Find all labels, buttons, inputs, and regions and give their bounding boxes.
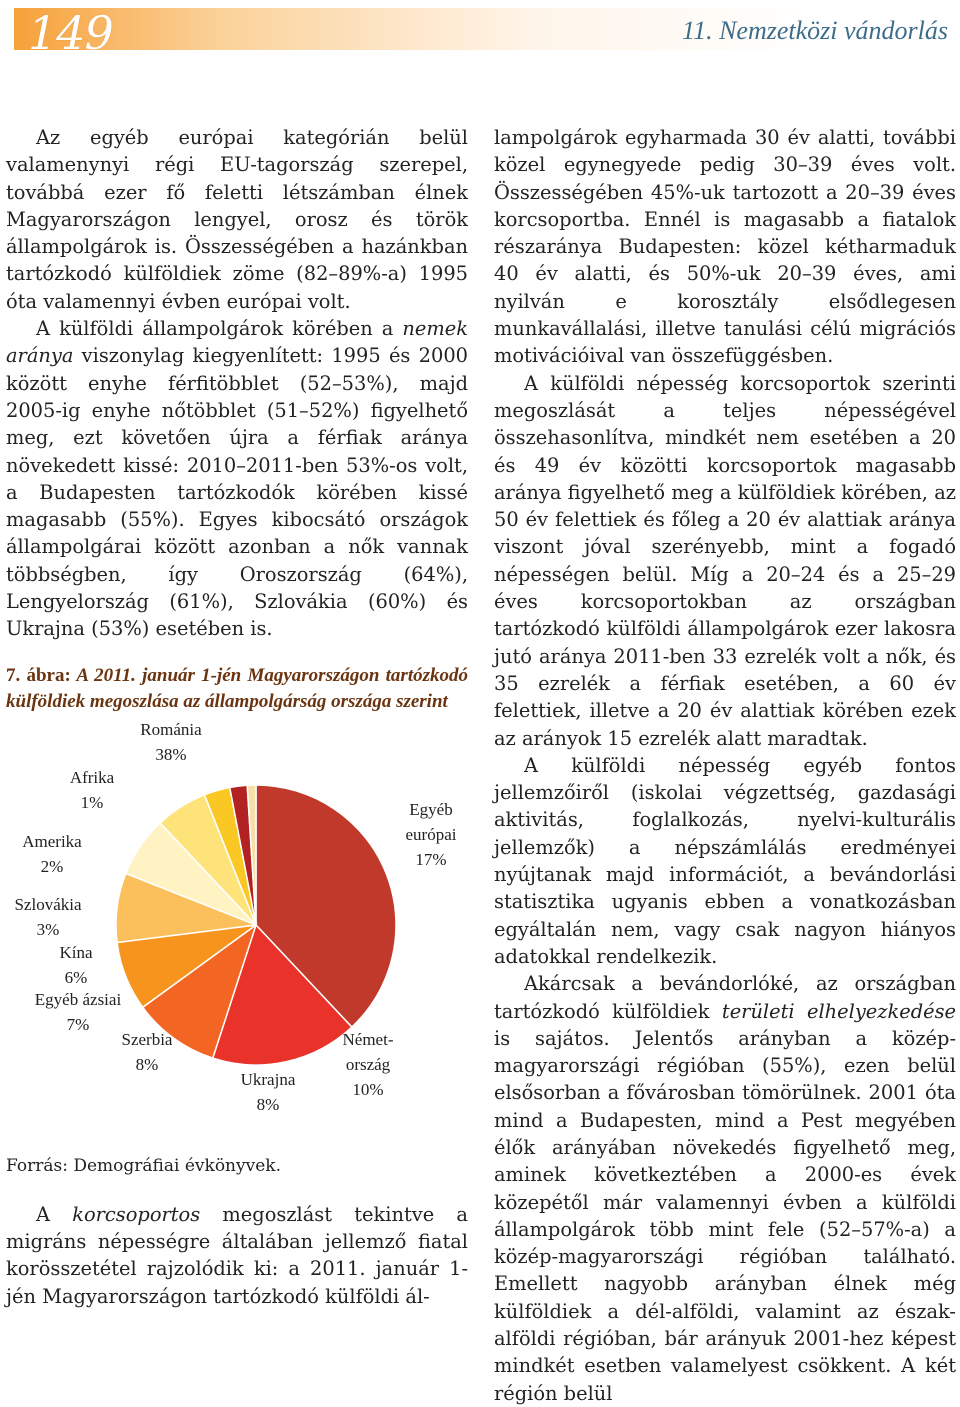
paragraph: A külföldi állampolgárok körében a nemek aránya viszonylag kiegyenlített: 1995 és 2000 között enyhe férfitöbblet (52–53%), majd 2005-ig enyhe nőtöbblet (51–52%) figyelhető meg, ezt követően újra a férfiak aránya növekedett kissé: 2010–2011-ben 53%-os volt, a Budapesten tartózkodók körében kissé magasabb (55%). Egyes kibocsátó országok állampolgárai között azonban a nők vannak többségben, így Oroszország (64%), Lengyelország (61%), Szlovákia (60%) és Ukrajna (53%) esetében is. — [6, 317, 468, 641]
pie-chart — [6, 715, 468, 1155]
left-column — [6, 124, 468, 1310]
paragraph: lampolgárok egyharmada 30 év alatti, további közel egynegyede pedig 30–39 éves volt. Összességében 45%-uk tartozott a 20–39 éves korcsoportba. Ennél is magasabb a fiatalok részaránya Budapesten: közel kétharmaduk 40 év alatti, és 50%-uk 20–39 éves, ami nyilván e korosztály elsődlegesen munkavállalási, illetve tanulási célú migrációs motivációival van összefüggésben. — [494, 126, 956, 368]
pie-slice-label: Német-ország 10% — [342, 1029, 394, 1099]
pie-slice-label: Románia 38% — [140, 719, 202, 764]
figure-source: Forrás: Demográfiai évkönyvek. — [6, 1155, 281, 1176]
pie-slice-label: Egyéb ázsiai 7% — [34, 989, 122, 1034]
paragraph: Az egyéb európai kategórián belül valamenynyi régi EU-tagország szerepel, továbbá ezer fő feletti létszámban élnek Magyarországon lengyel, orosz és török állampolgárok is. Összességében a hazánkban tartózkodó külföldiek zöme (82–89%-a) 1995 óta valamennyi évben európai volt. — [6, 126, 468, 313]
page-header — [14, 6, 960, 60]
pie-chart-svg — [6, 715, 468, 1155]
chapter-title: 11. Nemzetközi vándorlás — [682, 16, 948, 45]
pie-slice-label: Amerika 2% — [22, 831, 82, 876]
pie-slice-label: Kína 6% — [59, 942, 93, 987]
paragraph: Akárcsak a bevándorlóké, az országban tartózkodó külföldiek területi elhelyezkedése is sajátos. Jelentős arányban a közép-magyarországi régióban (55%), ezen belül elsősorban a fővárosban tömörülnek. 2001 óta mind a Budapesten, mind a Pest megyében élők arányában növekedés figyelhető meg, aminek következtében a 2000-es évek közepétől már valamennyi évben a külföldi állampolgárok több mint fele (52–57%-a) a közép-magyarországi régióban található. Emellett nagyobb arányban élnek még külföldiek a dél-alföldi, valamint az észak-alföldi régióban, bár arányuk 2001-hez képest mindkét esetben valamelyest csökkent. A két régión belül — [494, 972, 957, 1405]
page-number: 149 — [28, 6, 113, 60]
pie-slice-label: Afrika 1% — [69, 767, 115, 812]
emphasis: nemek aránya — [6, 317, 468, 368]
pie-slice-label: Szlovákia 3% — [14, 894, 82, 939]
pie-slice-label: Szerbia 8% — [121, 1029, 173, 1074]
paragraph: A külföldi népesség korcsoportok szerinti megoszlását a teljes népességével összehasonlítva, mindkét nem esetében a 20 és 49 év közötti korcsoportok magasabb aránya figyelhető meg a külföldiek körében, az 50 év felettiek és főleg a 20 év alattiak aránya viszont jóval szerényebb, mint a fogadó népességen belül. Míg a 20–24 és a 25–29 éves korcsoportokban az országban tartózkodó külföldi állampolgárok ezer lakosra jutó aránya 2011-ben 33 ezrelék volt a nők, és 35 ezrelék a férfiak esetében, a 60 év felettiek, illetve a 20 év alattiak körében ezek az arányok 15 ezrelék alatt maradtak. — [494, 371, 956, 750]
paragraph: A külföldi népesség egyéb fontos jellemzőiről (iskolai végzettség, gazdasági aktivitás, foglalkozás, nyelvi-kulturális jellemzők) a népszámlálás eredményei nyújtanak majd információt, a bevándorlási statisztika ugyanis ebben a vonatkozásban egyáltalán nem, vagy csak nagyon hiányos adatokkal rendelkezik. — [494, 753, 956, 968]
pie-slice-label: Ukrajna 8% — [240, 1069, 296, 1114]
emphasis: korcsoportos — [72, 1202, 201, 1226]
emphasis: területi elhelyezkedése — [721, 999, 957, 1023]
pie-slice-label: Egyéb európai 17% — [405, 799, 457, 869]
paragraph: A korcsoportos megoszlást tekintve a migráns népességre általában jellemző fiatal korösszetétel rajzolódik ki: a 2011. január 1-jén Magyarországon tartózkodó külföldi ál- — [6, 1202, 468, 1308]
right-column — [494, 124, 956, 1407]
figure-caption: 7. ábra: A 2011. január 1-jén Magyarországon tartózkodó külföldiek megoszlása az állampolgárság országa szerint — [6, 664, 469, 712]
